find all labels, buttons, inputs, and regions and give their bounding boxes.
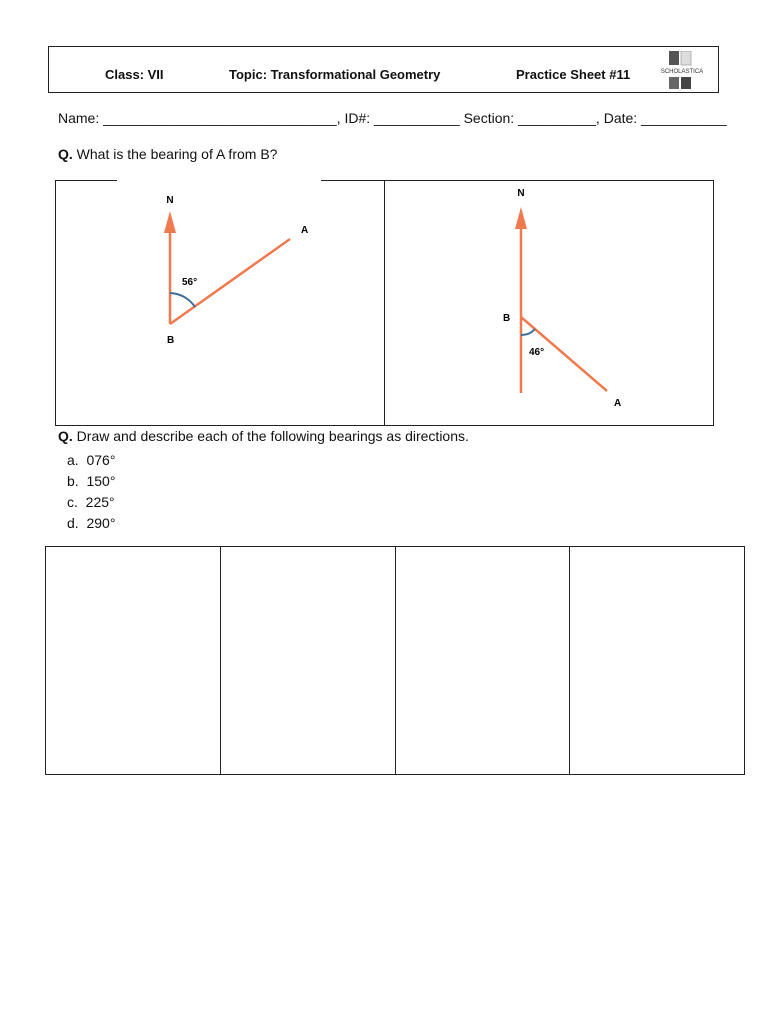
worksheet-header [48,46,719,93]
class-label: Class: VII [105,67,164,82]
angle-label-1: 56° [182,277,198,288]
drawing-box-c[interactable] [396,547,571,774]
north-arrowhead-1 [164,211,176,233]
logo-text: SCHOLASTICA [660,69,704,75]
point-a-label-2: A [614,398,622,409]
practice-sheet-label: Practice Sheet #11 [516,67,631,82]
border-gap [117,178,321,182]
point-b-label-1: B [167,335,175,346]
drawing-box-d[interactable] [570,547,744,774]
list-item: c. 225° [67,494,115,510]
question-2-prefix: Q. [58,428,73,444]
north-label-2: N [517,188,525,199]
list-item: b. 150° [67,473,116,489]
question-1 [58,146,277,162]
north-arrowhead-2 [515,207,527,229]
topic-label: Topic: Transformational Geometry [229,67,441,82]
point-a-label-1: A [301,225,309,236]
list-item: a. 076° [67,452,116,468]
school-logo [649,51,715,89]
list-item: d. 290° [67,515,116,531]
angle-arc-2 [521,329,535,335]
bearing-figure-2 [384,180,714,426]
question-2 [58,428,469,444]
bearing-list [67,450,115,534]
angle-label-2: 46° [529,347,545,358]
question-1-text: What is the bearing of A from B? [72,146,278,162]
angle-arc-1 [170,293,195,307]
drawing-grid [45,546,745,775]
student-info-line[interactable]: Name: ______________________________, ID#: ___________ Section: __________, Date: ___________ [58,110,727,126]
point-b-label-2: B [503,313,511,324]
question-2-text: Draw and describe each of the following bearings as directions. [72,428,469,444]
drawing-box-a[interactable] [46,547,221,774]
bearing-figure-1 [55,180,385,426]
question-1-prefix: Q. [58,146,73,162]
north-label-1: N [166,195,174,206]
drawing-box-b[interactable] [221,547,396,774]
